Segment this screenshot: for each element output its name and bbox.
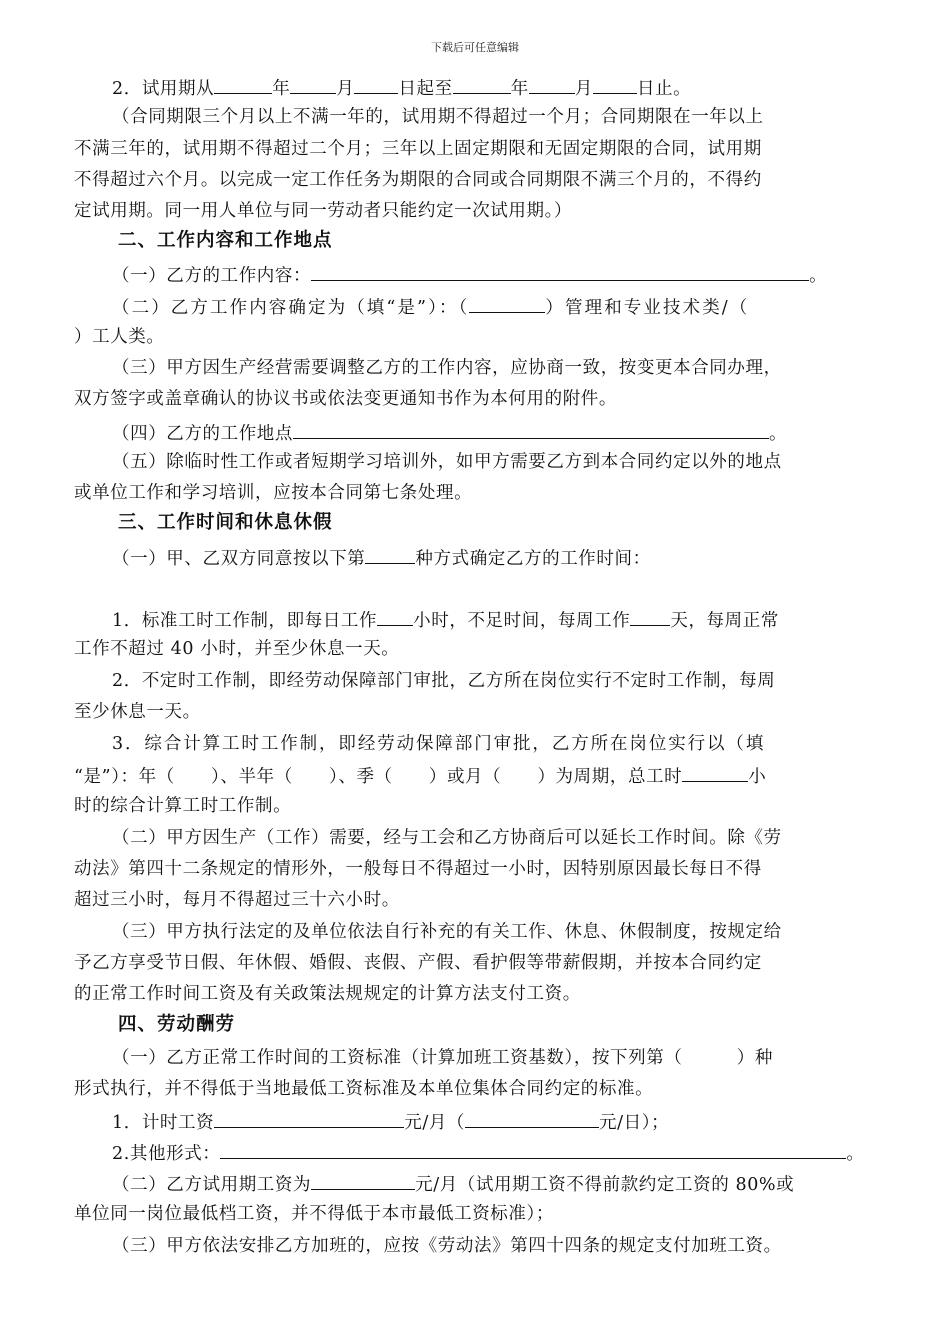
work-type-line: ）工人类。: [74, 327, 165, 347]
overtime-line: 超过三小时，每月不得超过三十六小时。: [74, 890, 400, 910]
work-time-mode-field[interactable]: [365, 545, 415, 564]
adjust-content-line: （三）甲方因生产经营需要调整乙方的工作内容，应协商一致，按变更本合同办理，: [112, 358, 782, 378]
trial-wage-field[interactable]: [311, 1171, 415, 1190]
trial-note-line: 不得超过六个月。以完成一定工作任务为期限的合同或合同期限不满三个月的，不得约: [74, 170, 762, 190]
composite-hours-line: “是”）：年（ ）、半年（ ）、季（ ）或月（ ）为周期，总工时 小: [74, 763, 884, 789]
flexible-hours-line: 2．不定时工作制，即经劳动保障部门审批，乙方所在岗位实行不定时工作制，每周: [112, 671, 776, 691]
leave-line: 予乙方享受节日假、年休假、婚假、丧假、产假、看护假等带薪假期，并按本合同约定: [74, 953, 762, 973]
trial-end-month-field[interactable]: [529, 75, 575, 94]
management-type-field[interactable]: [469, 294, 545, 313]
flexible-hours-line: 至少休息一天。: [74, 702, 201, 722]
total-hours-field[interactable]: [682, 763, 748, 782]
off-site-line: （五）除临时性工作或者短期学习培训外，如甲方需要乙方到本合同约定以外的地点: [112, 452, 782, 472]
overtime-pay-line: （三）甲方依法安排乙方加班的，应按《劳动法》第四十四条的规定支付加班工资。: [112, 1236, 782, 1256]
trial-start-day-field[interactable]: [354, 75, 398, 94]
work-type-line: （二）乙方工作内容确定为（填“是”）：（ ）管理和专业技术类/（: [112, 294, 882, 320]
off-site-line: 或单位工作和学习培训，应按本合同第七条处理。: [74, 483, 473, 503]
standard-hours-line: 工作不超过 40 小时，并至少休息一天。: [74, 639, 400, 659]
trial-start-year-field[interactable]: [214, 75, 272, 94]
adjust-content-line: 双方签字或盖章确认的协议书或依法变更通知书作为本何用的附件。: [74, 389, 617, 409]
trial-wage-line: 单位同一岗位最低档工资，并不得低于本市最低工资标准）；: [74, 1204, 554, 1224]
work-time-mode-line: （一）甲、乙双方同意按以下第 种方式确定乙方的工作时间：: [112, 545, 882, 571]
daily-wage-field[interactable]: [465, 1109, 599, 1128]
daily-hours-field[interactable]: [377, 607, 413, 626]
wage-standard-line: 形式执行，并不得低于当地最低工资标准及本单位集体合同约定的标准。: [74, 1079, 654, 1099]
leave-line: （三）甲方执行法定的及单位依法自行补充的有关工作、休息、休假制度，按规定给: [112, 922, 782, 942]
trial-wage-line: （二）乙方试用期工资为 元/月（试用期工资不得前款约定工资的 80%或: [112, 1171, 882, 1197]
work-content-line: （一）乙方的工作内容： 。: [112, 262, 882, 288]
trial-note-line: 不满三年的，试用期不得超过二个月；三年以上固定期限和无固定期限的合同，试用期: [74, 139, 762, 159]
trial-end-day-field[interactable]: [593, 75, 637, 94]
trial-end-year-field[interactable]: [453, 75, 511, 94]
wage-standard-line: （一）乙方正常工作时间的工资标准（计算加班工资基数），按下列第（ ）种: [112, 1048, 773, 1068]
work-content-field[interactable]: [311, 262, 809, 281]
leave-line: 的正常工作时间工资及有关政策法规规定的计算方法支付工资。: [74, 984, 581, 1004]
hourly-wage-line: 1．计时工资 元/月（ 元/日）；: [112, 1109, 882, 1135]
weekly-days-field[interactable]: [630, 607, 670, 626]
section-heading: 三、工作时间和休息休假: [118, 512, 333, 533]
composite-hours-line: 时的综合计算工时工作制。: [74, 796, 292, 816]
section-heading: 四、劳动酬劳: [118, 1014, 236, 1035]
section-heading: 二、工作内容和工作地点: [118, 230, 333, 251]
work-location-field[interactable]: [293, 420, 769, 439]
trial-note-line: （合同期限三个月以上不满一年的，试用期不得超过一个月；合同期限在一年以上: [112, 107, 764, 127]
monthly-wage-field[interactable]: [214, 1109, 404, 1128]
trial-period-line: 2．试用期从 年 月 日起至 年 月 日止。: [112, 75, 882, 101]
other-wage-field[interactable]: [220, 1140, 846, 1159]
composite-hours-line: 3．综合计算工时工作制，即经劳动保障部门审批，乙方所在岗位实行以（填: [112, 734, 766, 754]
trial-start-month-field[interactable]: [290, 75, 336, 94]
page-header: 下载后可任意编辑: [431, 41, 519, 54]
other-wage-line: 2.其他形式： 。: [112, 1140, 882, 1166]
standard-hours-line: 1．标准工时工作制，即每日工作 小时，不足时间，每周工作 天，每周正常: [112, 607, 882, 633]
work-location-line: （四）乙方的工作地点 。: [112, 420, 882, 446]
overtime-line: （二）甲方因生产（工作）需要，经与工会和乙方协商后可以延长工作时间。除《劳: [112, 828, 782, 848]
trial-note-line: 定试用期。同一用人单位与同一劳动者只能约定一次试用期。）: [74, 201, 573, 221]
overtime-line: 动法》第四十二条规定的情形外，一般每日不得超过一小时，因特别原因最长每日不得: [74, 859, 762, 879]
